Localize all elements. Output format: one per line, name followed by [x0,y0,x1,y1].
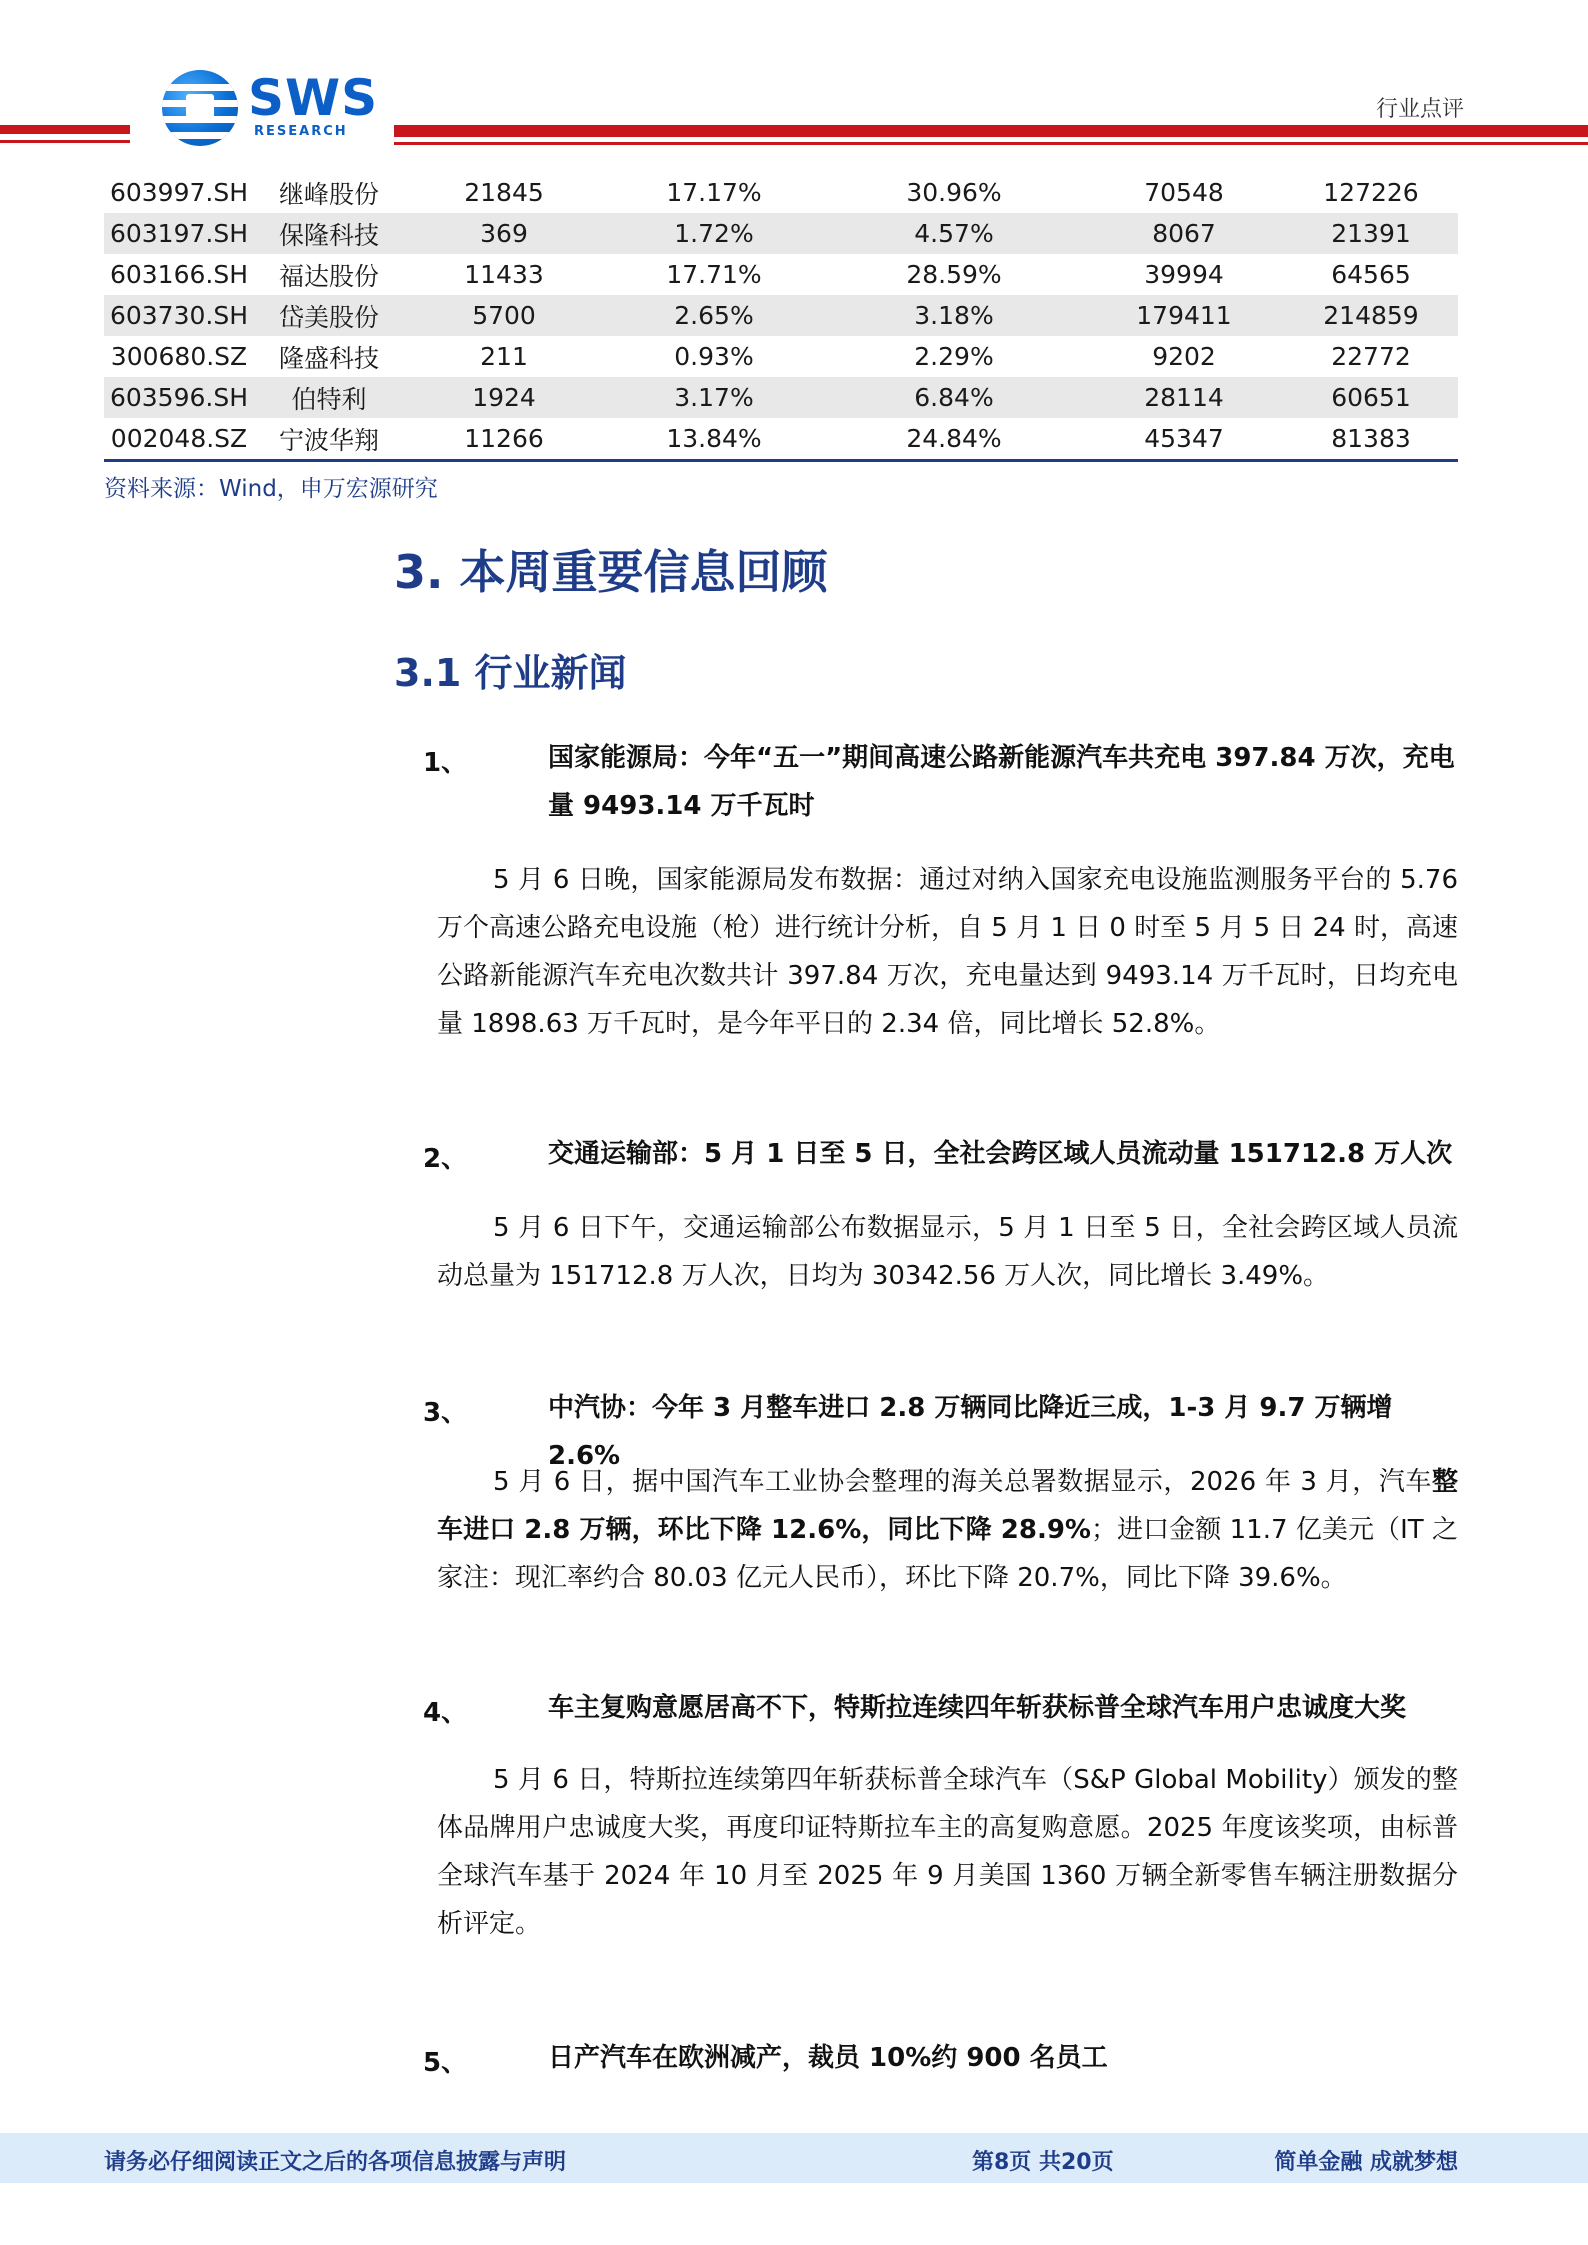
table-cell: 8067 [1084,213,1284,254]
table-cell: 13.84% [666,424,762,453]
table-cell: 45347 [1144,424,1224,453]
table-cell: 369 [404,213,604,254]
table-source: 资料来源：Wind，申万宏源研究 [104,476,438,502]
logo-subtext: RESEARCH [254,124,348,139]
table-cell: 岱美股份 [254,295,404,336]
table-cell: 9202 [1152,342,1216,371]
news-number: 3、 [423,1398,468,1428]
news-title: 中汽协：今年 3 月整车进口 2.8 万辆同比降近三成，1-3 月 9.7 万辆增 2.6% [548,1393,1393,1471]
header-rule [0,125,130,134]
news-number: 4、 [423,1698,468,1728]
table-cell: 隆盛科技 [278,343,379,373]
table-cell: 11266 [464,424,544,453]
table-cell: 保隆科技 [254,213,404,254]
table-cell: 211 [480,342,528,371]
table-cell: 21391 [1284,213,1458,254]
news-number: 5、 [423,2048,468,2078]
table-cell: 5700 [404,295,604,336]
table-cell: 60651 [1284,377,1458,418]
table-cell: 伯特利 [254,377,404,418]
table-cell: 2.29% [914,342,994,371]
stock-table [104,172,1458,459]
table-cell: 福达股份 [278,261,379,291]
news-title: 车主复购意愿居高不下，特斯拉连续四年斩获标普全球汽车用户忠诚度大奖 [548,1693,1407,1723]
subsection-heading: 3.1 行业新闻 [394,651,627,695]
table-row [104,377,1458,418]
table-cell: 21845 [464,178,544,207]
table-cell: 39994 [1144,260,1224,289]
news-body: 5 月 6 日，特斯拉连续第四年斩获标普全球汽车（S&P Global Mobility）颁发的整体品牌用户忠诚度大奖，再度印证特斯拉车主的高复购意愿。2025 年度该奖项，由标普全球汽车基于 2024 年 10 月至 2025 年 9 月美国 1360 万辆全新零售车辆注册数据分析评定。 [437,1765,1458,1939]
table-row [104,336,1458,377]
news-body: 5 月 6 日，据中国汽车工业协会整理的海关总署数据显示，2026 年 3 月，汽车整车进口 2.8 万辆，环比下降 12.6%，同比下降 28.9%；进口金额 11.7 亿美元（IT 之家注：现汇率约合 80.03 亿元人民币），环比下降 20.7%，同比下降 39.6%。 [437,1467,1458,1593]
table-cell: 1.72% [604,213,824,254]
table-row [104,213,1458,254]
table-cell: 603730.SH [104,295,254,336]
news-body: 5 月 6 日晚，国家能源局发布数据：通过对纳入国家充电设施监测服务平台的 5.76 万个高速公路充电设施（枪）进行统计分析，自 5 月 1 日 0 时至 5 月 5 日 24 时，高速公路新能源汽车充电次数共计 397.84 万次，充电量达到 9493.14 万千瓦时，日均充电量 1898.63 万千瓦时，是今年平日的 2.34 倍，同比增长 52.8%。 [437,865,1458,1039]
table-cell: 603596.SH [104,377,254,418]
table-cell: 22772 [1331,342,1411,371]
table-cell: 17.71% [666,260,762,289]
table-cell: 3.17% [604,377,824,418]
page-number: 第8页 共20页 [972,2150,1114,2175]
table-cell: 70548 [1144,178,1224,207]
table-cell: 300680.SZ [110,342,248,371]
table-cell: 24.84% [906,424,1002,453]
table-cell: 603197.SH [104,213,254,254]
table-row [104,418,1458,459]
table-cell: 4.57% [824,213,1084,254]
table-cell: 002048.SZ [110,424,248,453]
table-cell: 81383 [1331,424,1411,453]
table-cell: 64565 [1331,260,1411,289]
news-title: 国家能源局：今年“五一”期间高速公路新能源汽车共充电 397.84 万次，充电量 9493.14 万千瓦时 [548,743,1455,821]
section-heading: 3. 本周重要信息回顾 [394,545,828,599]
table-row [104,295,1458,336]
globe-logo-icon [162,70,238,146]
news-highlight: 整车进口 2.8 万辆，环比下降 12.6%，同比下降 28.9% [437,1467,1458,1545]
news-number: 1、 [423,748,468,778]
news-title: 交通运输部：5 月 1 日至 5 日，全社会跨区域人员流动量 151712.8 万人次 [548,1139,1453,1169]
report-type-tag: 行业点评 [1375,97,1464,122]
table-cell: 28.59% [906,260,1002,289]
footer-disclaimer: 请务必仔细阅读正文之后的各项信息披露与声明 [104,2150,567,2175]
table-row [104,254,1458,295]
table-cell: 179411 [1084,295,1284,336]
table-cell: 0.93% [674,342,754,371]
table-cell: 17.17% [666,178,762,207]
footer-slogan: 简单金融 成就梦想 [1274,2150,1458,2175]
header-rule-thin [0,140,130,143]
table-cell: 127226 [1323,178,1419,207]
logo-text: SWS [248,69,379,127]
table-cell: 宁波华翔 [278,425,379,455]
table-cell: 3.18% [824,295,1084,336]
table-cell: 28114 [1084,377,1284,418]
table-cell: 603997.SH [109,178,249,207]
table-row [104,172,1458,213]
table-bottom-rule [104,459,1458,462]
header-rule-thin [394,142,1588,145]
news-body: 5 月 6 日下午，交通运输部公布数据显示，5 月 1 日至 5 日，全社会跨区域人员流动总量为 151712.8 万人次，日均为 30342.56 万人次，同比增长 3.49%。 [437,1213,1458,1291]
table-cell: 214859 [1284,295,1458,336]
table-cell: 继峰股份 [278,179,379,209]
header-rule [394,125,1588,137]
table-cell: 30.96% [906,178,1002,207]
news-title: 日产汽车在欧洲减产，裁员 10%约 900 名员工 [548,2043,1108,2073]
table-cell: 2.65% [604,295,824,336]
table-cell: 6.84% [824,377,1084,418]
news-number: 2、 [423,1144,468,1174]
table-cell: 603166.SH [109,260,249,289]
table-cell: 1924 [404,377,604,418]
table-cell: 11433 [464,260,544,289]
